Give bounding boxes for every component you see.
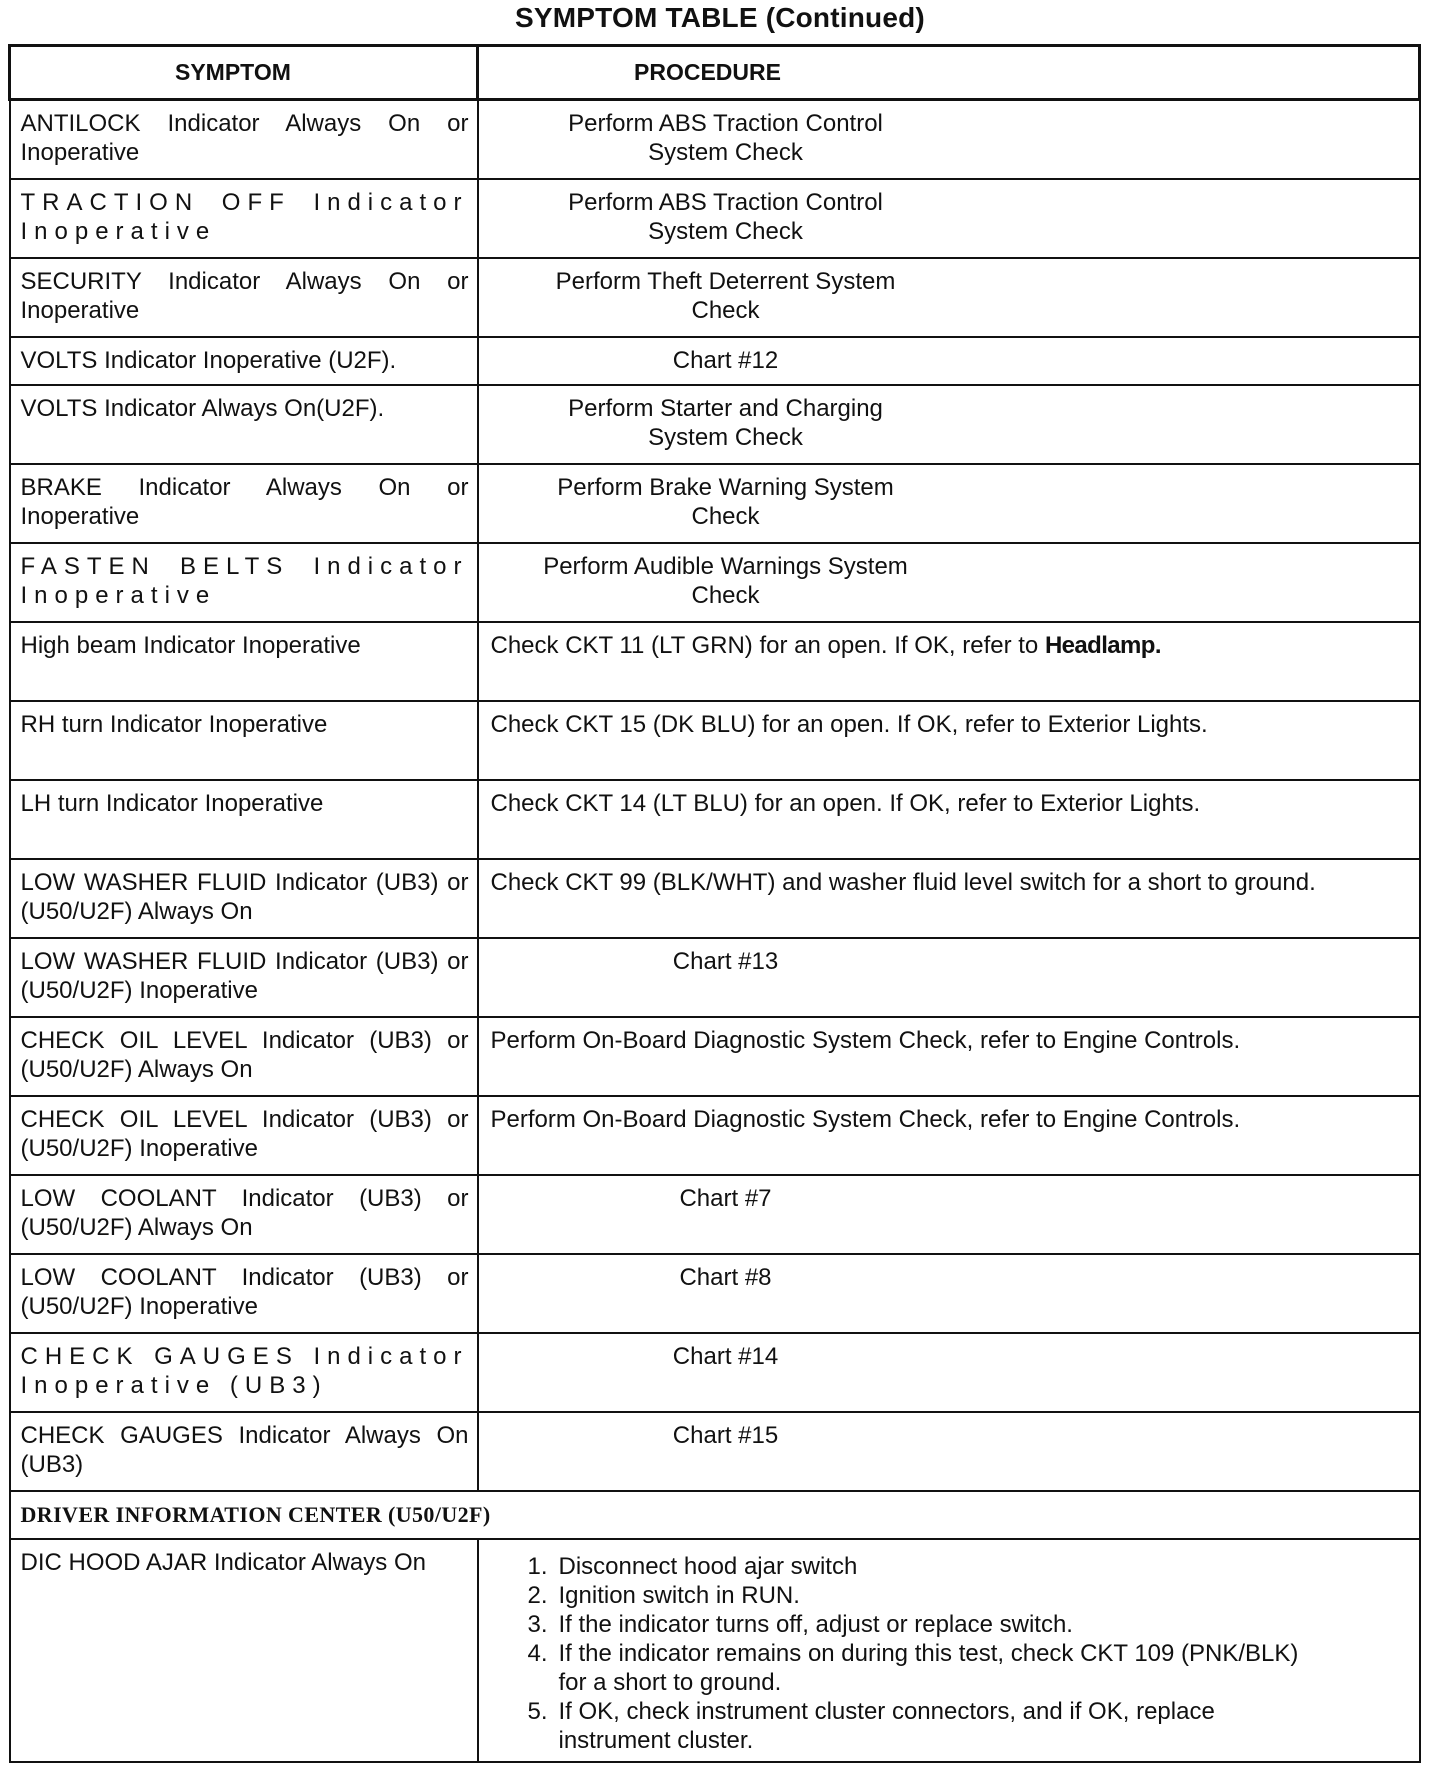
procedure-line: System Check xyxy=(648,423,803,451)
symptom-text: CHECK OIL LEVEL Indicator (UB3) or (U50/U2F) Inoperative xyxy=(20,1105,469,1162)
step-text: If the indicator remains on during this test, check CKT 109 (PNK/BLK) for a short to ground. xyxy=(558,1639,1299,1696)
symptom-text: TRACTION OFF Indicator Inoperative xyxy=(20,188,469,245)
procedure-line: Chart #14 xyxy=(672,1342,779,1370)
procedure-line: Perform ABS Traction Control xyxy=(568,188,883,216)
procedure-cell xyxy=(478,701,1420,780)
step-number: 1. xyxy=(527,1552,548,1580)
procedure-step xyxy=(528,1610,1308,1639)
procedure-step xyxy=(528,1552,1308,1581)
procedure-cell xyxy=(478,337,1420,385)
symptom-cell xyxy=(10,938,478,1017)
procedure-cell xyxy=(478,1175,1420,1254)
symptom-cell xyxy=(10,1017,478,1096)
procedure-cell xyxy=(478,1412,1420,1491)
table-row xyxy=(10,100,1420,179)
procedure-step xyxy=(528,1639,1308,1697)
symptom-cell xyxy=(10,1539,478,1762)
table-row xyxy=(10,258,1420,337)
symptom-text: CHECK GAUGES Indicator Inoperative (UB3) xyxy=(20,1342,469,1399)
table-row xyxy=(10,179,1420,258)
symptom-cell xyxy=(10,385,478,464)
symptom-text: VOLTS Indicator Inoperative (U2F). xyxy=(20,346,397,374)
procedure-line: Check xyxy=(691,296,760,324)
step-text: If the indicator turns off, adjust or replace switch. xyxy=(558,1610,1073,1638)
procedure-cell xyxy=(478,385,1420,464)
procedure-step xyxy=(528,1697,1308,1755)
procedure-line: System Check xyxy=(648,139,803,166)
symptom-column-header: SYMPTOM xyxy=(10,46,478,100)
procedure-step xyxy=(528,1581,1308,1610)
table-row xyxy=(10,543,1420,622)
symptom-table xyxy=(8,44,1421,1763)
symptom-cell xyxy=(10,543,478,622)
procedure-column-header: PROCEDURE xyxy=(478,46,1420,100)
procedure-cell xyxy=(478,179,1420,258)
table-row xyxy=(10,780,1420,859)
section-title: DRIVER INFORMATION CENTER (U50/U2F) xyxy=(10,1491,1420,1539)
symptom-cell xyxy=(10,337,478,385)
procedure-line: Chart #15 xyxy=(672,1421,779,1449)
step-number: 5. xyxy=(527,1697,548,1725)
procedure-text: Check CKT 99 (BLK/WHT) and washer fluid level switch for a short to ground. xyxy=(490,868,1316,896)
symptom-cell xyxy=(10,780,478,859)
procedure-cell xyxy=(478,100,1420,179)
symptom-cell xyxy=(10,1175,478,1254)
step-text: If OK, check instrument cluster connectors, and if OK, replace instrument cluster. xyxy=(558,1697,1215,1754)
table-row xyxy=(10,385,1420,464)
table-row xyxy=(10,1412,1420,1491)
symptom-text: High beam Indicator Inoperative xyxy=(20,631,361,659)
procedure-steps xyxy=(491,1548,1308,1755)
procedure-cell xyxy=(478,1017,1420,1096)
table-row xyxy=(10,1254,1420,1333)
symptom-cell xyxy=(10,179,478,258)
table-header-row xyxy=(10,46,1420,100)
symptom-text: LOW WASHER FLUID Indicator (UB3) or (U50/U2F) Always On xyxy=(20,868,469,925)
symptom-cell xyxy=(10,1096,478,1175)
procedure-text: Perform On-Board Diagnostic System Check, refer to Engine Controls. xyxy=(490,1105,1241,1133)
step-text: Ignition switch in RUN. xyxy=(558,1581,800,1609)
procedure-line: Chart #13 xyxy=(672,947,779,975)
table-row xyxy=(10,337,1420,385)
procedure-line: Perform Brake Warning System xyxy=(557,473,894,501)
symptom-text: CHECK OIL LEVEL Indicator (UB3) or (U50/U2F) Always On xyxy=(20,1026,469,1083)
section-header-row xyxy=(10,1491,1420,1539)
symptom-cell xyxy=(10,622,478,701)
symptom-cell xyxy=(10,258,478,337)
symptom-text: ANTILOCK Indicator Always On or Inoperative xyxy=(20,110,469,166)
table-row xyxy=(10,1175,1420,1254)
procedure-cell xyxy=(478,859,1420,938)
procedure-cell xyxy=(478,622,1420,701)
symptom-text: BRAKE Indicator Always On or Inoperative xyxy=(20,473,469,530)
procedure-cell xyxy=(478,1539,1420,1762)
symptom-text: FASTEN BELTS Indicator Inoperative xyxy=(20,552,469,609)
table-row xyxy=(10,938,1420,1017)
symptom-text: LOW COOLANT Indicator (UB3) or (U50/U2F) Inoperative xyxy=(20,1263,469,1320)
procedure-line: Perform Audible Warnings System xyxy=(543,552,908,580)
step-number: 4. xyxy=(527,1639,548,1667)
procedure-text: Check CKT 15 (DK BLU) for an open. If OK, refer to Exterior Lights. xyxy=(490,710,1208,738)
page-title: SYMPTOM TABLE (Continued) xyxy=(515,2,925,33)
table-row xyxy=(10,1539,1420,1762)
symptom-cell xyxy=(10,464,478,543)
symptom-cell xyxy=(10,1254,478,1333)
procedure-cell xyxy=(478,1333,1420,1412)
procedure-cell xyxy=(478,1096,1420,1175)
symptom-text: LOW COOLANT Indicator (UB3) or (U50/U2F) Always On xyxy=(20,1184,469,1241)
procedure-line: Perform ABS Traction Control xyxy=(568,110,883,137)
procedure-line: Check xyxy=(691,502,760,530)
procedure-cell xyxy=(478,1254,1420,1333)
procedure-line: Chart #12 xyxy=(672,346,779,374)
table-row xyxy=(10,464,1420,543)
procedure-text: Check CKT 11 (LT GRN) for an open. If OK, refer to xyxy=(490,631,1039,659)
symptom-text: SECURITY Indicator Always On or Inoperative xyxy=(20,267,469,324)
symptom-cell xyxy=(10,859,478,938)
symptom-cell xyxy=(10,100,478,179)
table-row xyxy=(10,701,1420,780)
procedure-text: Perform On-Board Diagnostic System Check, refer to Engine Controls. xyxy=(490,1026,1241,1054)
procedure-cell xyxy=(478,543,1420,622)
procedure-line: Chart #8 xyxy=(679,1263,772,1291)
table-row xyxy=(10,859,1420,938)
symptom-text: CHECK GAUGES Indicator Always On (UB3) xyxy=(20,1421,469,1478)
procedure-line: Chart #7 xyxy=(679,1184,772,1212)
procedure-line: Check xyxy=(691,581,760,609)
procedure-cell xyxy=(478,938,1420,1017)
procedure-reference: Headlamp. xyxy=(1044,631,1161,659)
symptom-text: DIC HOOD AJAR Indicator Always On xyxy=(20,1548,426,1576)
step-number: 2. xyxy=(527,1581,548,1609)
symptom-text: RH turn Indicator Inoperative xyxy=(20,710,328,738)
procedure-cell xyxy=(478,780,1420,859)
procedure-line: System Check xyxy=(648,217,803,245)
procedure-line: Perform Theft Deterrent System xyxy=(555,267,896,295)
symptom-text: LOW WASHER FLUID Indicator (UB3) or (U50/U2F) Inoperative xyxy=(20,947,469,1004)
symptom-cell xyxy=(10,1333,478,1412)
procedure-line: Perform Starter and Charging xyxy=(568,394,883,422)
step-text: Disconnect hood ajar switch xyxy=(558,1552,858,1580)
procedure-cell xyxy=(478,258,1420,337)
table-row xyxy=(10,1096,1420,1175)
procedure-text: Check CKT 14 (LT BLU) for an open. If OK, refer to Exterior Lights. xyxy=(490,789,1201,817)
table-row xyxy=(10,622,1420,701)
procedure-cell xyxy=(478,464,1420,543)
table-row xyxy=(10,1017,1420,1096)
step-number: 3. xyxy=(527,1610,548,1638)
table-row xyxy=(10,1333,1420,1412)
symptom-cell xyxy=(10,701,478,780)
symptom-cell xyxy=(10,1412,478,1491)
symptom-text: LH turn Indicator Inoperative xyxy=(20,789,324,817)
symptom-text: VOLTS Indicator Always On(U2F). xyxy=(20,394,385,422)
